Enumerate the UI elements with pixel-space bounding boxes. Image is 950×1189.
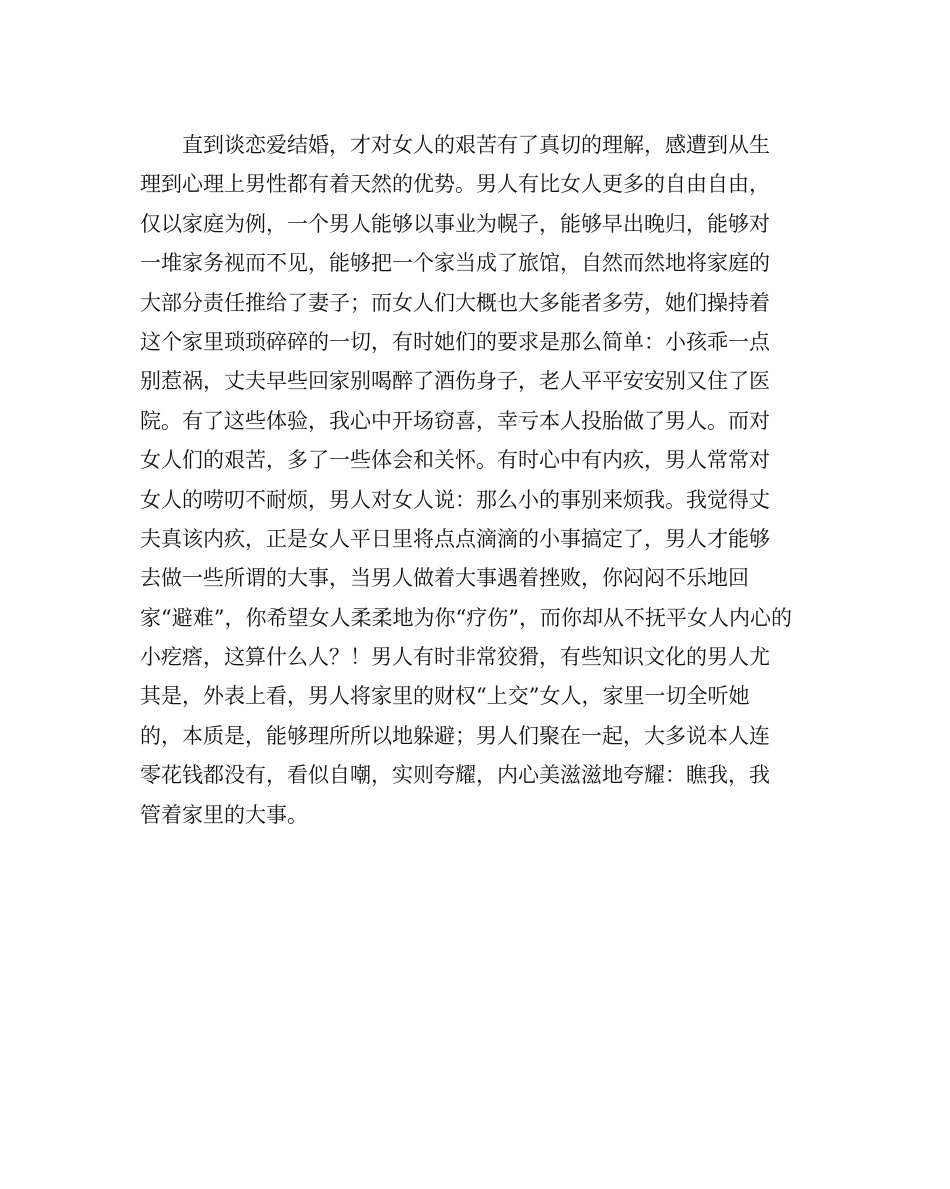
text-line: 院。有了这些体验，我心中开场窃喜，幸亏本人投胎做了男人。而对 [140,408,770,433]
text-line: 别惹祸，丈夫早些回家别喝醉了酒伤身子，老人平平安安别又住了医 [140,369,770,394]
text-line: 女人的唠叨不耐烦，男人对女人说：那么小的事别来烦我。我觉得丈 [140,487,770,512]
text-line: 女人们的艰苦，多了一些体会和关怀。有时心中有内疚，男人常常对 [140,448,770,473]
text-line: 零花钱都没有，看似自嘲，实则夸耀，内心美滋滋地夸耀：瞧我，我 [140,763,770,788]
text-line: 其是，外表上看，男人将家里的财权“上交”女人，家里一切全听她 [140,684,750,709]
text-line: 大部分责任推给了妻子；而女人们大概也大多能者多劳，她们操持着 [140,290,770,315]
text-line: 一堆家务视而不见，能够把一个家当成了旅馆，自然而然地将家庭的 [140,251,770,276]
text-line: 去做一些所谓的大事，当男人做着大事遇着挫败，你闷闷不乐地回 [140,566,749,591]
text-line: 理到心理上男性都有着天然的优势。男人有比女人更多的自由自由， [140,172,770,197]
text-line: 仅以家庭为例，一个男人能够以事业为幌子，能够早出晚归，能够对 [140,211,770,236]
text-line: 直到谈恋爱结婚，才对女人的艰苦有了真切的理解，感遭到从生 [140,133,770,157]
text-line: 夫真该内疚，正是女人平日里将点点滴滴的小事搞定了，男人才能够 [140,526,770,551]
text-line: 管着家里的大事。 [140,802,308,827]
text-line: 这个家里琐琐碎碎的一切，有时她们的要求是那么简单：小孩乖一点 [140,329,770,354]
text-line: 的，本质是，能够理所所以地躲避；男人们聚在一起，大多说本人连 [140,723,770,748]
text-line: 家“避难”，你希望女人柔柔地为你“疗伤”，而你却从不抚平女人内心的 [140,605,792,630]
text-line: 小疙瘩，这算什么人？！男人有时非常狡猾，有些知识文化的男人尤 [140,645,770,670]
body-paragraph [140,126,820,835]
